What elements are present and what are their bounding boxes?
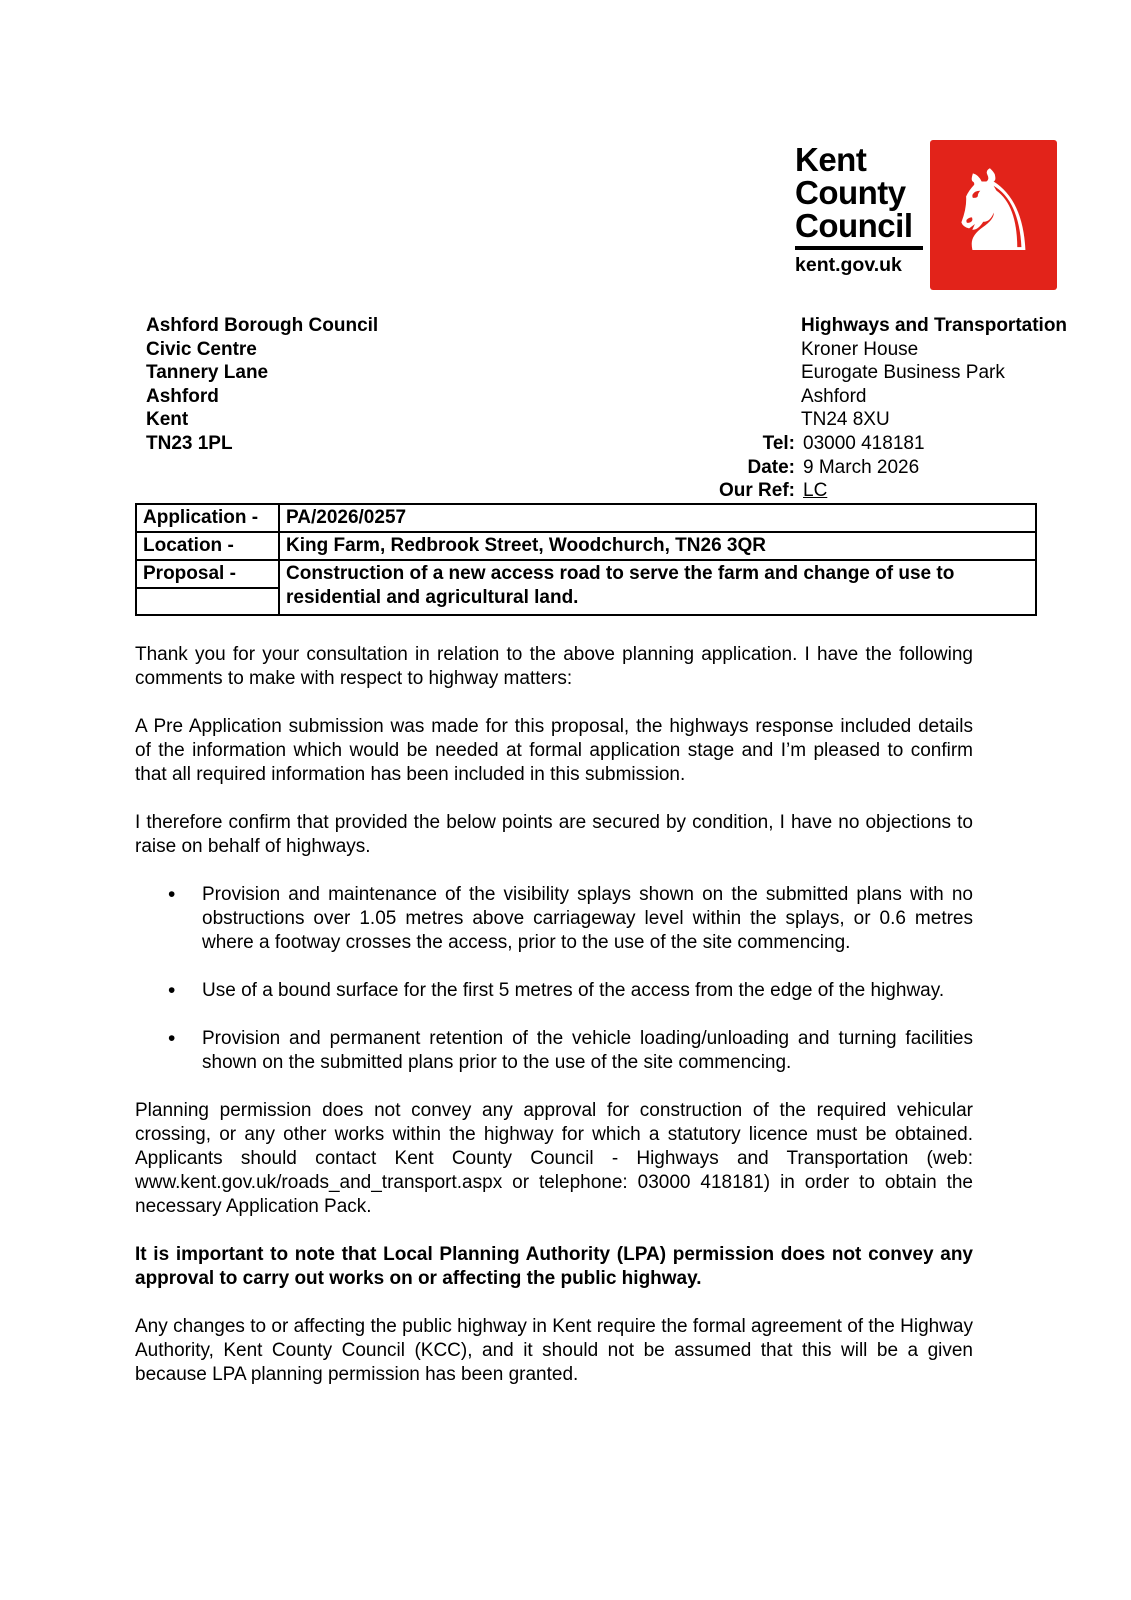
sender-line: Kroner House bbox=[801, 338, 919, 360]
recipient-line: Kent bbox=[146, 409, 189, 430]
ref-row bbox=[500, 479, 1100, 503]
date-value: 9 March 2026 bbox=[803, 456, 920, 478]
kent-county-council-logo bbox=[795, 140, 1057, 290]
tel-row bbox=[500, 432, 1100, 456]
recipient-line: Ashford bbox=[146, 385, 219, 407]
recipient-line: Civic Centre bbox=[146, 338, 257, 360]
body-paragraph-4: Planning permission does not convey any approval for construction of the required vehicular crossing, or any other works within the highway for which a statutory licence must be obtained. Applicants should contact Kent County Council - Highways and Transportation (web: www.kent.gov.uk/roads_and_transport.aspx or telephone: 03000 418181) in order to obtain the necessary Application Pack. bbox=[135, 1100, 973, 1217]
letter-body bbox=[135, 503, 973, 1387]
date-label: Date: bbox=[747, 456, 795, 478]
logo-word-kent: Kent bbox=[795, 141, 867, 178]
logo-word-county: County bbox=[795, 174, 906, 211]
recipient-address bbox=[146, 314, 378, 455]
conditions-list bbox=[135, 883, 973, 1075]
recipient-line: Tannery Lane bbox=[146, 362, 269, 383]
table-value-cell: Construction of a new access road to serve the farm and change of use to residential and agricultural land. bbox=[279, 560, 1036, 615]
condition-item: • Provision and permanent retention of the vehicle loading/unloading and turning facilities shown on the submitted plans prior to the use of the site commencing. bbox=[135, 1027, 973, 1075]
body-paragraph-5-bold: It is important to note that Local Planning Authority (LPA) permission does not convey any approval to carry out works on or affecting the public highway. bbox=[135, 1244, 973, 1289]
body-paragraph-3: I therefore confirm that provided the below points are secured by condition, I have no objections to raise on behalf of highways. bbox=[135, 812, 973, 857]
logo-red-square bbox=[930, 140, 1057, 290]
table-label-cell: Proposal - bbox=[136, 560, 279, 588]
table-row bbox=[136, 560, 1036, 588]
table-value-cell: PA/2026/0257 bbox=[279, 504, 1036, 532]
recipient-line: Ashford Borough Council bbox=[146, 315, 379, 336]
table-label-cell: Location - bbox=[136, 532, 279, 560]
table-empty-cell bbox=[136, 588, 279, 615]
contact-details bbox=[500, 432, 1100, 503]
ref-value: LC bbox=[803, 480, 828, 501]
table-label-cell: Application - bbox=[136, 504, 279, 532]
body-paragraph-6: Any changes to or affecting the public highway in Kent require the formal agreement of the Highway Authority, Kent County Council (KCC), and it should not be assumed that this will be a given because LPA planning permission has been granted. bbox=[135, 1316, 973, 1385]
application-reference-table bbox=[135, 503, 1037, 616]
sender-line: TN24 8XU bbox=[801, 409, 890, 430]
body-paragraph-1: Thank you for your consultation in relation to the above planning application. I have the following comments to make with respect to highway matters: bbox=[135, 644, 973, 689]
table-row bbox=[136, 532, 1036, 560]
tel-label: Tel: bbox=[762, 433, 795, 454]
logo-url-text: kent.gov.uk bbox=[795, 254, 902, 276]
condition-item: • Use of a bound surface for the first 5 metres of the access from the edge of the highway. bbox=[135, 979, 973, 1003]
logo-word-council: Council bbox=[795, 207, 913, 244]
ref-label: Our Ref: bbox=[719, 480, 795, 501]
table-value-cell: King Farm, Redbrook Street, Woodchurch, TN26 3QR bbox=[279, 532, 1036, 560]
tel-value: 03000 418181 bbox=[803, 433, 925, 454]
sender-address bbox=[801, 314, 1067, 432]
logo-divider bbox=[795, 246, 923, 250]
recipient-line: TN23 1PL bbox=[146, 432, 233, 454]
logo-wordmark bbox=[795, 140, 930, 290]
sender-department: Highways and Transportation bbox=[801, 315, 1068, 336]
date-row bbox=[500, 456, 1100, 480]
body-paragraph-2: A Pre Application submission was made for this proposal, the highways response included details of the information which would be needed at formal application stage and I’m pleased to confirm that all required information has been included in this submission. bbox=[135, 716, 973, 785]
sender-line: Ashford bbox=[801, 385, 867, 407]
table-row bbox=[136, 504, 1036, 532]
condition-item: • Provision and maintenance of the visibility splays shown on the submitted plans with no obstructions over 1.05 metres above carriageway level within the splays, or 0.6 metres where a footway crosses the access, prior to the use of the site commencing. bbox=[135, 883, 973, 955]
sender-line: Eurogate Business Park bbox=[801, 362, 1005, 383]
white-horse-icon: ♞ bbox=[943, 147, 1044, 277]
